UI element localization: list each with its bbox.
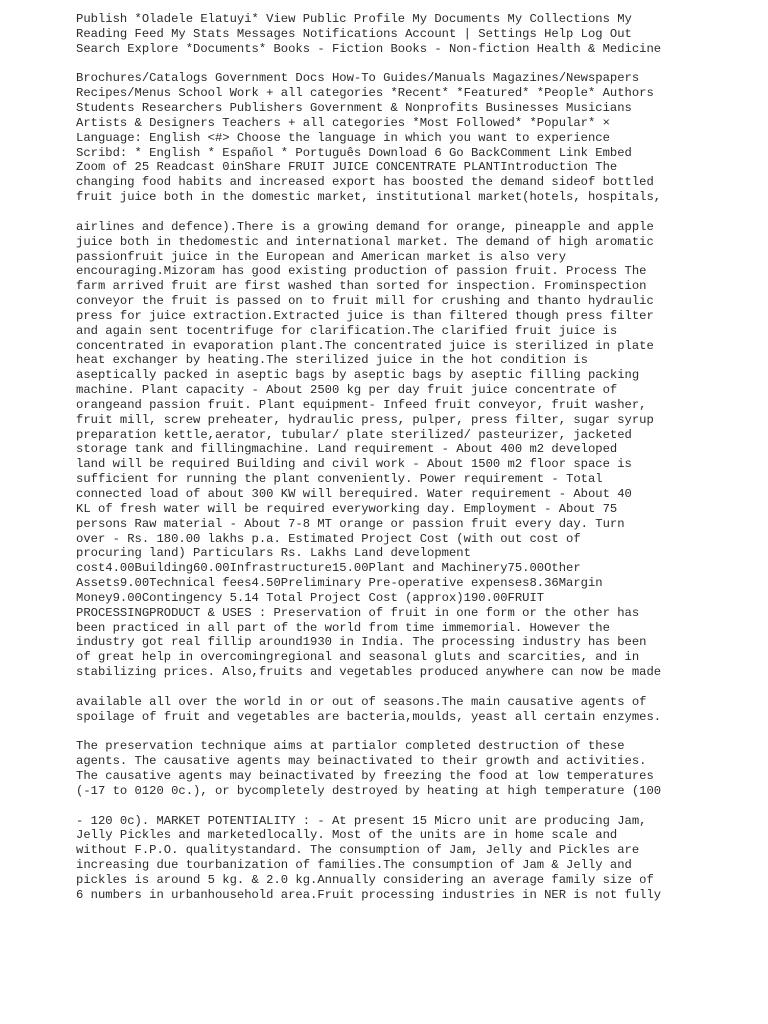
text-line: encouraging.Mizoram has good existing production of passion fruit. Process The xyxy=(76,264,647,279)
text-line: increasing due tourbanization of families.The consumption of Jam & Jelly and xyxy=(76,858,632,873)
text-line: orangeand passion fruit. Plant equipment- Infeed fruit conveyor, fruit washer, xyxy=(76,397,647,412)
text-line: Language: English <#> Choose the language in which you want to experience xyxy=(76,130,610,145)
text-line: Artists & Designers Teachers + all categories *Most Followed* *Popular* × xyxy=(76,115,610,130)
paragraph-gap xyxy=(76,680,766,695)
text-line: machine. Plant capacity - About 2500 kg per day fruit juice concentrate of xyxy=(76,383,618,398)
paragraph xyxy=(76,814,766,903)
text-line: persons Raw material - About 7-8 MT orange or passion fruit every day. Turn xyxy=(76,516,625,531)
paragraph-gap xyxy=(76,799,766,814)
text-line: storage tank and fillingmachine. Land requirement - About 400 m2 developed xyxy=(76,442,618,457)
text-line: Publish *Oladele Elatuyi* View Public Profile My Documents My Collections My xyxy=(76,12,632,26)
text-line: aseptically packed in aseptic bags by aseptic bags by aseptic filling packing xyxy=(76,368,640,383)
paragraph xyxy=(76,739,766,798)
text-line: conveyor the fruit is passed on to fruit mill for crushing and thanto hydraulic xyxy=(76,294,654,309)
text-line: passionfruit juice in the European and American market is also very xyxy=(76,249,567,264)
text-line: connected load of about 300 KW will berequired. Water requirement - About 40 xyxy=(76,487,632,501)
text-line: industry got real fillip around1930 in India. The processing industry has been xyxy=(76,635,647,650)
paragraph-gap xyxy=(76,205,766,220)
paragraph xyxy=(76,71,766,205)
text-line: heat exchanger by heating.The sterilized juice in the hot condition is xyxy=(76,353,588,368)
text-line: fruit juice both in the domestic market, institutional market(hotels, hospitals, xyxy=(76,190,662,205)
text-line: been practiced in all part of the world from time immemorial. However the xyxy=(76,620,610,635)
text-line: sufficient for running the plant conveniently. Power requirement - Total xyxy=(76,472,603,487)
text-line: (-17 to 0120 0c.), or bycompletely destroyed by heating at high temperature (100 xyxy=(76,783,662,798)
text-line: concentrated in evaporation plant.The concentrated juice is sterilized in plate xyxy=(76,338,654,353)
text-line: cost4.00Building60.00Infrastructure15.00Plant and Machinery75.00Other xyxy=(76,561,581,576)
text-line: Assets9.00Technical fees4.50Preliminary Pre-operative expenses8.36Margin xyxy=(76,576,603,591)
text-line: preparation kettle,aerator, tubular/ plate sterilized/ pasteurizer, jacketed xyxy=(76,427,632,442)
text-line: fruit mill, screw preheater, hydraulic press, pulper, press filter, sugar syrup xyxy=(76,412,654,427)
text-line: land will be required Building and civil work - About 1500 m2 floor space is xyxy=(76,457,632,472)
text-line: Scribd: * English * Español * Português Download 6 Go BackComment Link Embed xyxy=(76,145,632,160)
text-line: juice both in thedomestic and international market. The demand of high aromatic xyxy=(76,234,654,249)
text-line: Money9.00Contingency 5.14 Total Project Cost (approx)190.00FRUIT xyxy=(76,590,545,605)
text-line: changing food habits and increased export has boosted the demand sideof bottled xyxy=(76,175,654,190)
text-line: airlines and defence).There is a growing demand for orange, pineapple and apple xyxy=(76,219,654,234)
text-line: stabilizing prices. Also,fruits and vegetables produced anywhere can now be made xyxy=(76,665,662,680)
paragraph-gap xyxy=(76,57,766,72)
text-line: pickles is around 5 kg. & 2.0 kg.Annually considering an average family size of xyxy=(76,872,654,887)
text-line: and again sent tocentrifuge for clarification.The clarified fruit juice is xyxy=(76,323,618,338)
text-line: The preservation technique aims at partialor completed destruction of these xyxy=(76,739,625,754)
text-line: KL of fresh water will be required everyworking day. Employment - About 75 xyxy=(76,501,618,516)
text-line: PROCESSINGPRODUCT & USES : Preservation of fruit in one form or the other has xyxy=(76,605,640,620)
paragraph xyxy=(76,695,766,725)
document-page xyxy=(76,12,766,903)
text-line: Brochures/Catalogs Government Docs How-To Guides/Manuals Magazines/Newspapers xyxy=(76,71,640,86)
text-line: Students Researchers Publishers Government & Nonprofits Businesses Musicians xyxy=(76,101,632,116)
paragraph xyxy=(76,220,766,680)
text-line: Zoom of 25 Readcast 0inShare FRUIT JUICE CONCENTRATE PLANTIntroduction The xyxy=(76,160,618,175)
paragraph-gap xyxy=(76,725,766,740)
text-line: Reading Feed My Stats Messages Notifications Account | Settings Help Log Out xyxy=(76,26,632,41)
text-line: spoilage of fruit and vegetables are bacteria,moulds, yeast all certain enzymes. xyxy=(76,709,662,724)
paragraph xyxy=(76,12,766,57)
text-line: Search Explore *Documents* Books - Fiction Books - Non-fiction Health & Medicine xyxy=(76,41,662,56)
text-line: Jelly Pickles and marketedlocally. Most of the units are in home scale and xyxy=(76,828,618,843)
text-line: over - Rs. 180.00 lakhs p.a. Estimated Project Cost (with out cost of xyxy=(76,531,581,546)
text-line: press for juice extraction.Extracted juice is than filtered though press filter xyxy=(76,308,654,323)
text-line: procuring land) Particulars Rs. Lakhs Land development xyxy=(76,546,471,561)
text-line: available all over the world in or out of seasons.The main causative agents of xyxy=(76,694,647,709)
text-line: of great help in overcomingregional and seasonal gluts and scarcities, and in xyxy=(76,650,640,665)
text-line: 6 numbers in urbanhousehold area.Fruit processing industries in NER is not fully xyxy=(76,887,662,902)
text-line: The causative agents may beinactivated by freezing the food at low temperatures xyxy=(76,769,654,784)
text-line: agents. The causative agents may beinactivated to their growth and activities. xyxy=(76,754,647,769)
text-line: farm arrived fruit are first washed than sorted for inspection. Frominspection xyxy=(76,279,647,294)
text-line: without F.P.O. qualitystandard. The consumption of Jam, Jelly and Pickles are xyxy=(76,843,640,858)
text-line: - 120 0c). MARKET POTENTIALITY : - At present 15 Micro unit are producing Jam, xyxy=(76,813,647,828)
text-line: Recipes/Menus School Work + all categories *Recent* *Featured* *People* Authors xyxy=(76,86,654,101)
